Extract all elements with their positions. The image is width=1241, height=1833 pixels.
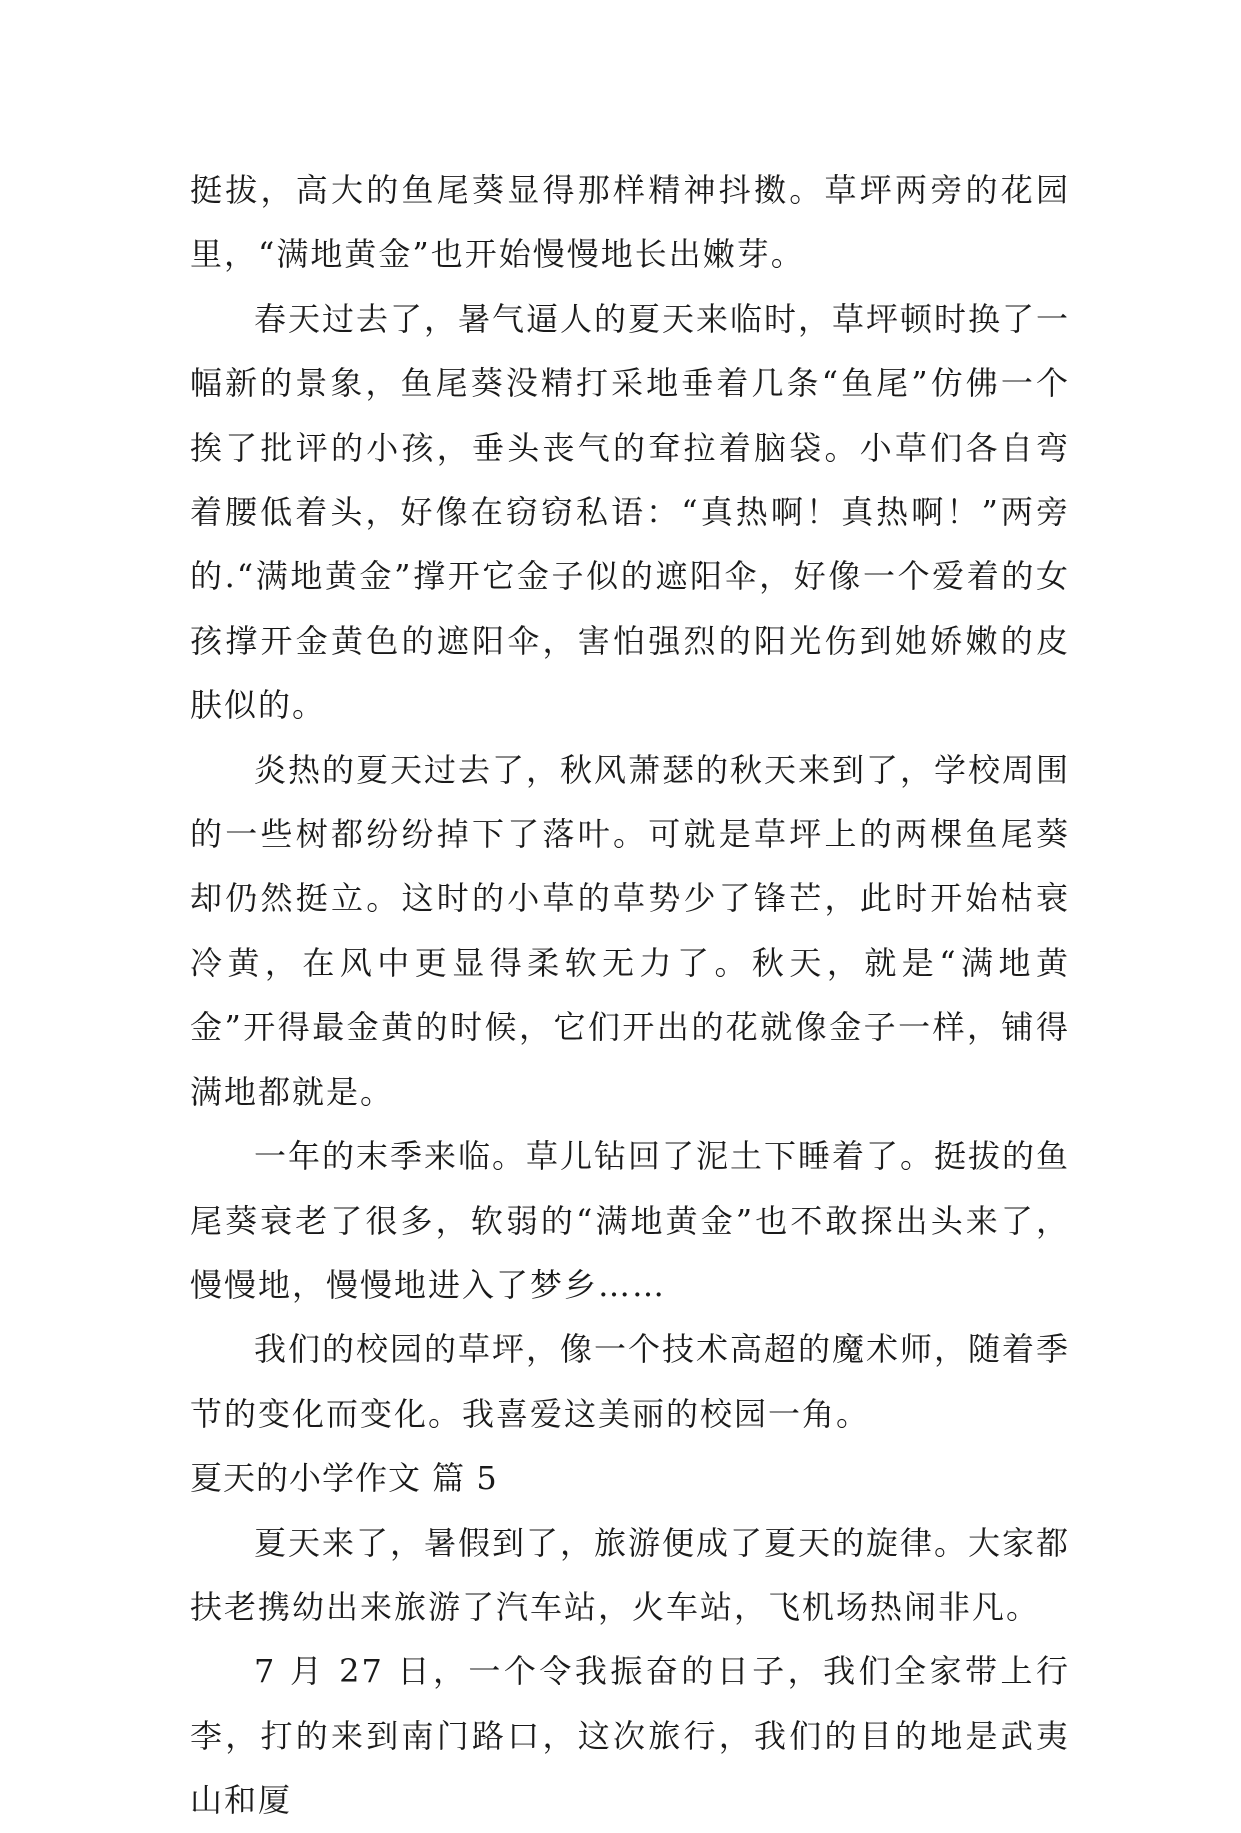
section-heading: 夏天的小学作文 篇 5: [190, 1459, 498, 1498]
paragraph: 一年的末季来临。草儿钻回了泥土下睡着了。挺拔的鱼尾葵衰老了很多，软弱的“满地黄金”也不敢探出头来了，慢慢地，慢慢地进入了梦乡……: [190, 1137, 1071, 1304]
paragraph: 炎热的夏天过去了，秋风萧瑟的秋天来到了，学校周围的一些树都纷纷掉下了落叶。可就是草坪上的两棵鱼尾葵却仍然挺立。这时的小草的草势少了锋芒，此时开始枯衰冷黄，在风中更显得柔软无力了。秋天，就是“满地黄金”开得最金黄的时候，它们开出的花就像金子一样，铺得满地都就是。: [190, 750, 1071, 1111]
paragraph: 我们的校园的草坪，像一个技术高超的魔术师，随着季节的变化而变化。我喜爱这美丽的校园一角。: [190, 1330, 1071, 1433]
paragraph: 挺拔，高大的鱼尾葵显得那样精神抖擞。草坪两旁的花园里，“满地黄金”也开始慢慢地长出嫩芽。: [190, 171, 1070, 274]
document-body: [190, 158, 1070, 1833]
paragraph: 夏天来了，暑假到了，旅游便成了夏天的旋律。大家都扶老携幼出来旅游了汽车站，火车站，飞机场热闹非凡。: [190, 1523, 1071, 1626]
paragraph: 春天过去了，暑气逼人的夏天来临时，草坪顿时换了一幅新的景象，鱼尾葵没精打采地垂着几条“鱼尾”仿佛一个挨了批评的小孩，垂头丧气的耷拉着脑袋。小草们各自弯着腰低着头，好像在窃窃私语：“真热啊！真热啊！”两旁的.“满地黄金”撑开它金子似的遮阳伞，好像一个爱着的女孩撑开金黄色的遮阳伞，害怕强烈的阳光伤到她娇嫩的皮肤似的。: [190, 299, 1071, 725]
paragraph: 7 月 27 日，一个令我振奋的日子，我们全家带上行李，打的来到南门路口，这次旅行，我们的目的地是武夷山和厦: [190, 1652, 1070, 1820]
